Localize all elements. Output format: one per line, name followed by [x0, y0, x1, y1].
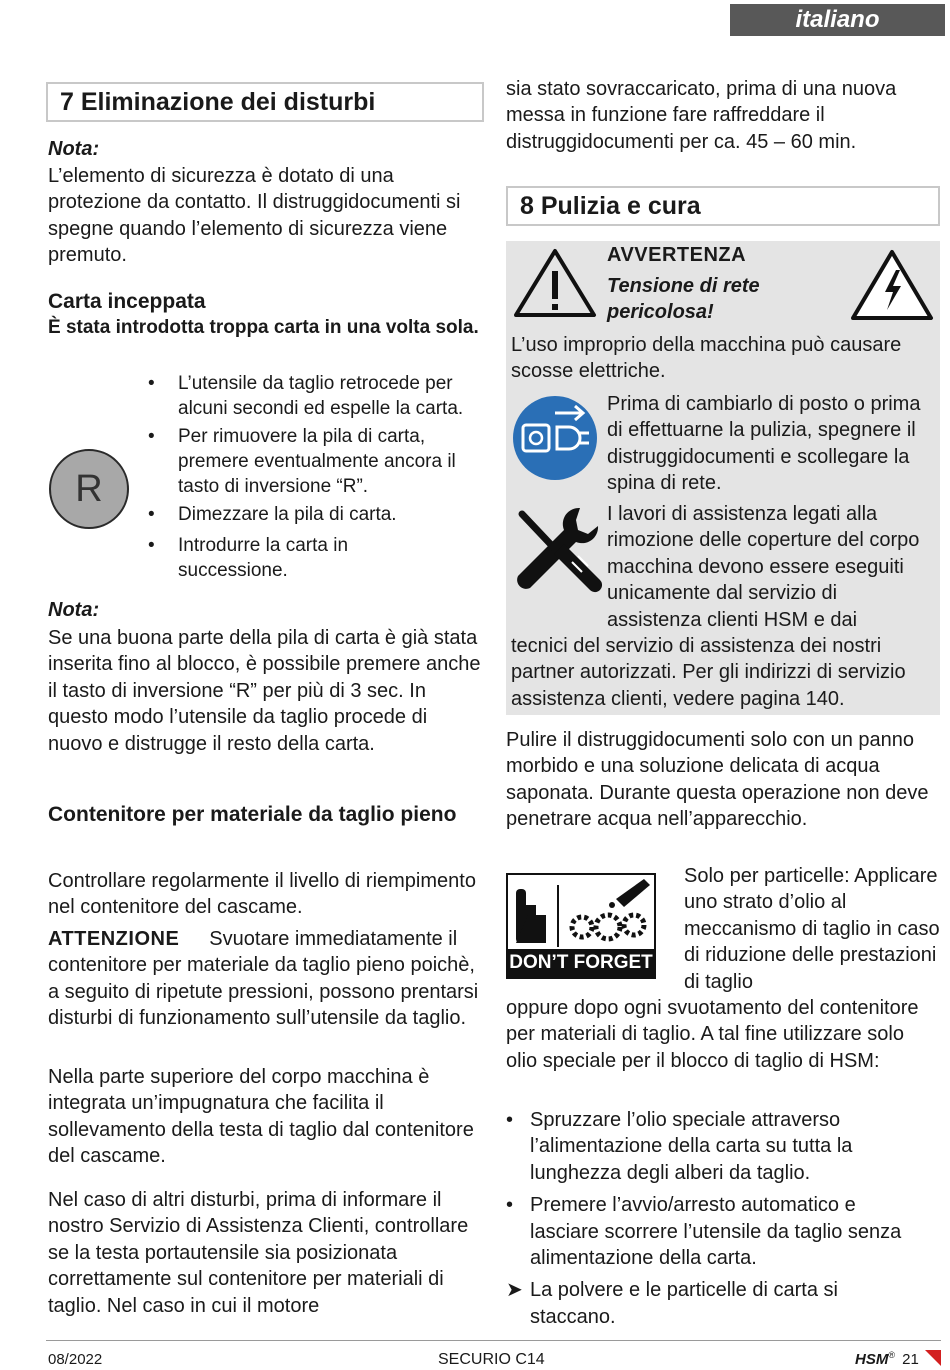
list-item: • L’utensile da taglio retrocede per alcuni secondi ed espelle la carta. [148, 373, 464, 419]
section-8-title: 8 Pulizia e cura [506, 186, 940, 226]
note-2-text: Se una buona parte della pila di carta è già stata inserita fino al blocco, è possibile premere anche il tasto di inversione “R” per più di 3 sec. In questo modo l’utensile da taglio procede di nuovo e distrugge il resto della carta. [48, 627, 481, 755]
unplug-icon [511, 395, 599, 481]
oil-drop-icon [508, 875, 654, 951]
footer-brand-block: HSM® 21 [855, 1350, 919, 1368]
dont-forget-label: DON’T FORGET [508, 949, 654, 977]
container-heading: Contenitore per materiale da taglio pieno [48, 803, 457, 826]
note-2-label: Nota: [48, 599, 100, 621]
warning-subtitle: Tensione di rete pericolosa! [607, 275, 760, 323]
note-1-text: L’elemento di sicurezza è dotato di una protezione da contatto. Il distruggidocumenti si spegne quando l’elemento di sicurezza viene premuto. [48, 165, 461, 267]
oil-bullet-list [506, 1107, 906, 1330]
continued-text: sia stato sovraccaricato, prima di una nuova messa in funzione fare raffreddare il distruggidocumenti per ca. 45 – 60 min. [506, 78, 897, 153]
footer-model: SECURIO C14 [438, 1351, 545, 1368]
jam-bullet-list [148, 371, 483, 583]
attention-block [48, 926, 484, 1032]
footer-divider [46, 1340, 941, 1341]
warning-label: AVVERTENZA [607, 244, 747, 266]
result-item: ➤ La polvere e le particelle di carta si staccano. [506, 1279, 838, 1328]
list-item: • Premere l’avvio/arresto automatico e lasciare scorrere l’utensile da taglio senza alimentazione della carta. [506, 1194, 902, 1270]
brand-logo: HSM [855, 1351, 889, 1368]
section-7-title: 7 Eliminazione dei disturbi [46, 82, 484, 122]
list-item: • Per rimuovere la pila di carta, premere eventualmente ancora il tasto di inversione “R”. [148, 426, 456, 497]
list-item: • Spruzzare l’olio speciale attraverso l’alimentazione della carta su tutta la lunghezza degli alberi da taglio. [506, 1109, 853, 1184]
service-text-a: I lavori di assistenza legati alla rimozione delle coperture del corpo macchina devono essere eseguiti unicamente dal servizio di assistenza clienti HSM e dai [607, 503, 920, 631]
container-text: Controllare regolarmente il livello di riempimento nel contenitore del cascame. [48, 870, 476, 919]
handle-text: Nella parte superiore del corpo macchina è integrata un’impugnatura che facilita il sollevamento della testa di taglio dal contenitore del cascame. [48, 1066, 474, 1168]
list-item: • Introdurre la carta in successione. [148, 535, 349, 581]
service-text-b: tecnici del servizio di assistenza dei nostri partner autorizzati. Per gli indirizzi di servizio assistenza clienti, vedere pagina 140. [511, 635, 906, 710]
tools-icon [510, 504, 602, 600]
footer-date: 08/2022 [48, 1351, 103, 1368]
paper-jam-heading: Carta inceppata [48, 290, 206, 313]
arrow-icon: ➤ [506, 1279, 523, 1302]
corner-arrow-icon [925, 1350, 941, 1366]
list-item: • Dimezzare la pila di carta. [148, 504, 397, 525]
high-voltage-icon [849, 248, 935, 322]
cleaning-text: Pulire il distruggidocumenti solo con un panno morbido e una soluzione delicata di acqua saponata. Durante questa operazione non deve penetrare acqua nell’apparecchio. [506, 729, 929, 831]
warning-triangle-icon [512, 247, 598, 319]
warning-text: L’uso improprio della macchina può causare scosse elettriche. [511, 334, 902, 383]
language-tab: italiano [730, 4, 945, 36]
note-1-label: Nota: [48, 138, 100, 160]
paper-jam-cause: È stata introdotta troppa carta in una volta sola. [48, 317, 479, 338]
reverse-button-label: R [75, 468, 103, 510]
reverse-button [49, 449, 129, 529]
oil-text-b: oppure dopo ogni svuotamento del contenitore per materiali di taglio. A tal fine utilizzare solo olio speciale per il blocco di taglio di HSM: [506, 997, 919, 1072]
attention-text: Svuotare immediatamente il contenitore per materiale da taglio pieno poichè, a seguito di ripetute pressioni, possono prentarsi disturbi di funzionamento sull’utensile da taglio. [48, 928, 479, 1030]
page-number: 21 [902, 1351, 919, 1368]
dont-forget-icon [506, 873, 656, 979]
unplug-text: Prima di cambiarlo di posto o prima di effettuarne la pulizia, spegnere il distruggidocumenti e scollegare la spina di rete. [607, 393, 921, 495]
attention-label: ATTENZIONE [48, 928, 180, 950]
oil-text-a: Solo per particelle: Applicare uno strato d’olio al meccanismo di taglio in caso di riduzione delle prestazioni di taglio [684, 865, 940, 993]
other-faults-text: Nel caso di altri disturbi, prima di informare il nostro Servizio di Assistenza Clienti, controllare se la testa portautensile sia posizionata correttamente sul contenitore per materiali di taglio. Nel caso in cui il motore [48, 1189, 469, 1317]
